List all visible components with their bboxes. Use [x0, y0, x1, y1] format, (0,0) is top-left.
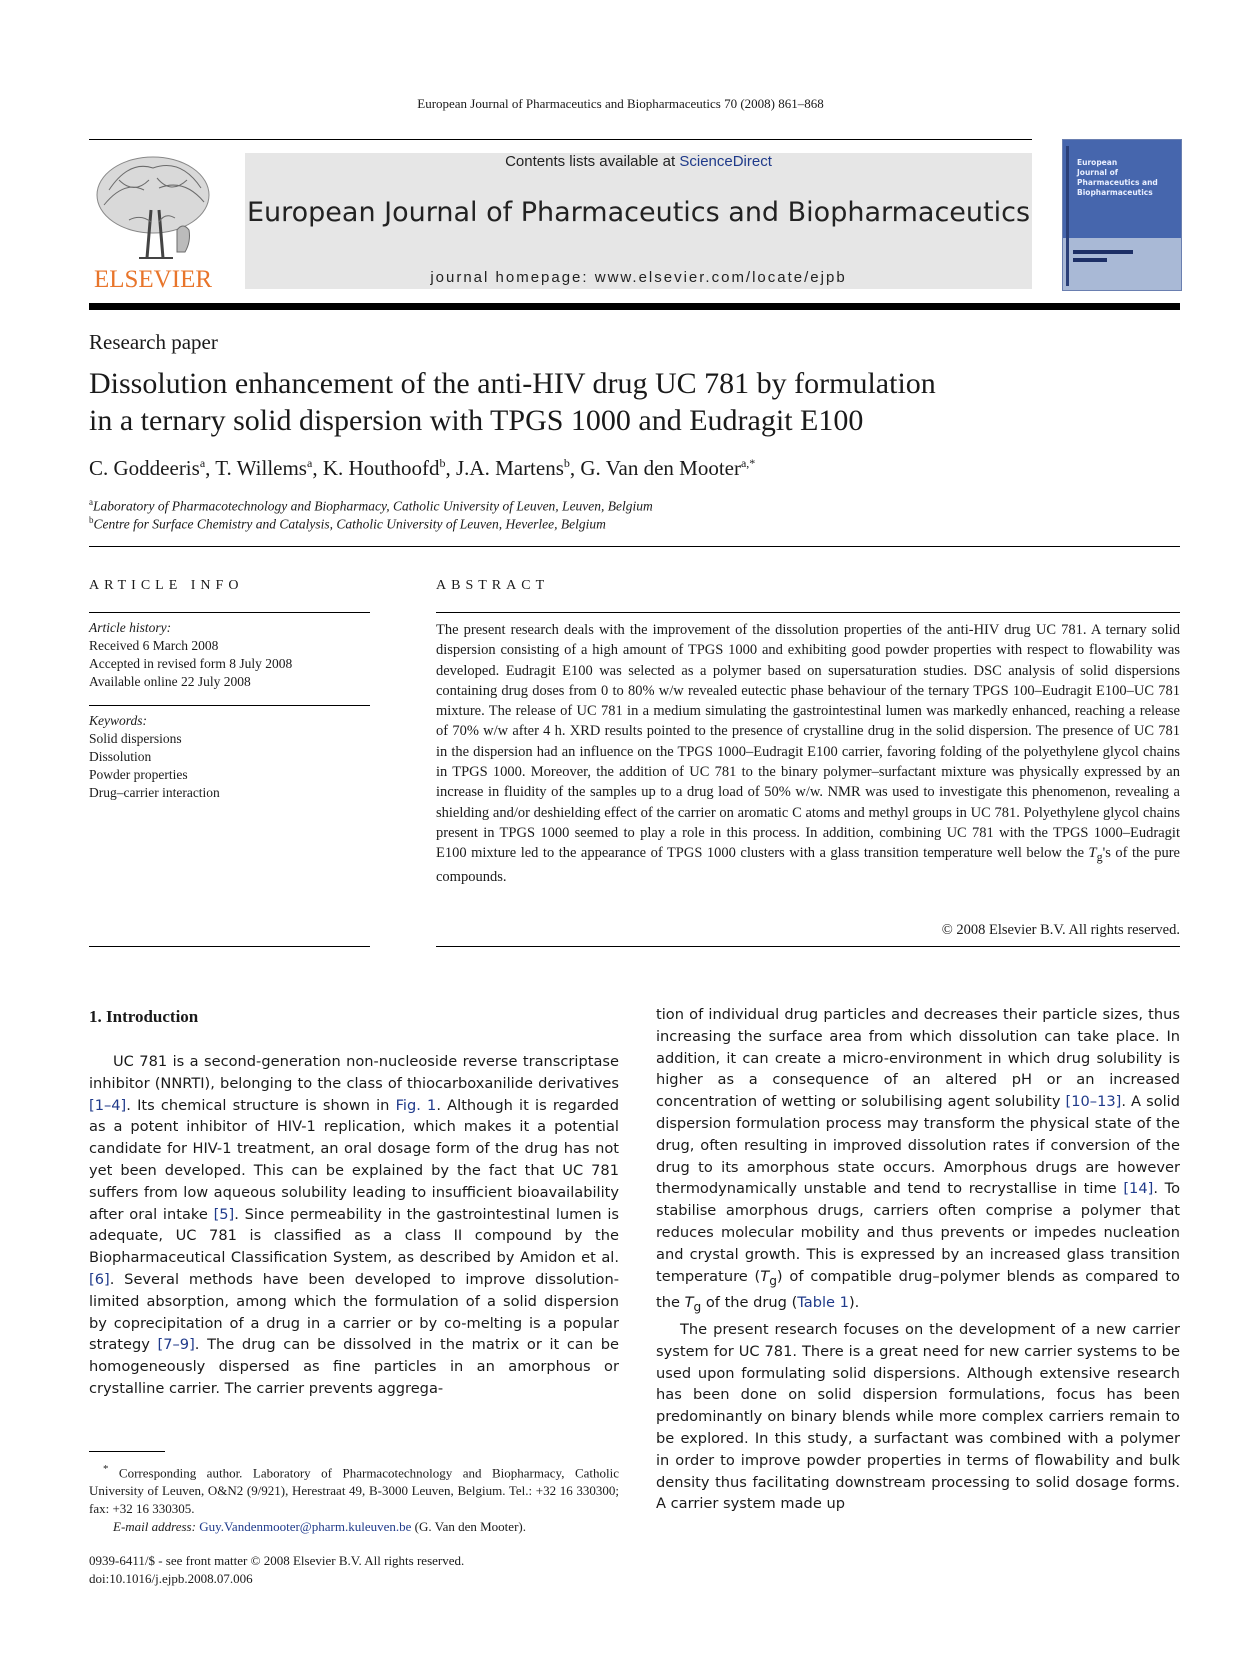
abstract-copyright: © 2008 Elsevier B.V. All rights reserved.: [941, 922, 1180, 938]
abstract-bottom-rule: [436, 946, 1180, 947]
citation-link[interactable]: [6]: [89, 1270, 110, 1288]
keyword-item: Dissolution: [89, 749, 152, 764]
journal-homepage[interactable]: journal homepage: www.elsevier.com/locate/ejpb: [430, 269, 847, 286]
body-text: of the drug (: [701, 1294, 798, 1312]
cover-line-2: Journal of: [1077, 168, 1118, 177]
affiliation-mark: b: [89, 515, 94, 525]
author-separator: ,: [312, 456, 323, 480]
footnote-mark: *: [103, 1463, 109, 1475]
body-column-right: [656, 1004, 1180, 1515]
body-text: . The drug can be dissolved in the matrix or it can be homogeneously dispersed as fine particles in an amorphous or crystalline carrier. The carrier prevents aggrega-: [89, 1336, 620, 1397]
body-text: ) of compatible drug–polymer blends as compared to the: [656, 1267, 1180, 1312]
email-owner: (G. Van den Mooter).: [411, 1519, 526, 1535]
affiliation-a: [89, 497, 653, 515]
citation-link[interactable]: [7–9]: [157, 1336, 195, 1354]
body-text: . Several methods have been developed to improve dissolution-limited absorption, among which the formulation of a solid dispersion by coprecipitation of a drug in a carrier or by co-melting is a popular strategy: [89, 1270, 619, 1354]
tg-symbol: T: [1088, 845, 1097, 862]
footnote-text: Corresponding author. Laboratory of Pharmacotechnology and Biopharmacy, Catholic University of Leuven, O&N2 (9/921), Herestraat 49, B-3000 Leuven, Belgium. Tel.: +32 16 330300; fax: +32 16 330305.: [89, 1465, 619, 1517]
email-link[interactable]: Guy.Vandenmooter@pharm.kuleuven.be: [199, 1519, 412, 1535]
contents-prefix: Contents lists available at: [505, 153, 680, 170]
abstract-rule: [436, 612, 1180, 613]
body-text: . To stabilise amorphous drugs, carriers often comprise a polymer that reduces molecular mobility and thus prevents or impedes nucleation and crystal growth. This is expressed by an increased glass transition temperature (: [656, 1180, 1180, 1285]
footnote-rule: [89, 1451, 165, 1452]
title-line-1: Dissolution enhancement of the anti-HIV drug UC 781 by formulation: [89, 367, 936, 400]
author-affil-mark: a,*: [740, 456, 756, 470]
cover-line-1: European: [1077, 158, 1118, 167]
online-date: Available online 22 July 2008: [89, 674, 251, 689]
journal-title: European Journal of Pharmaceutics and Biopharmaceutics: [246, 197, 1031, 228]
keyword-item: Powder properties: [89, 767, 188, 782]
citation-link[interactable]: [10–13]: [1065, 1093, 1122, 1111]
intro-paragraph-1: [89, 1051, 619, 1400]
running-head: European Journal of Pharmaceutics and Biopharmaceutics 70 (2008) 861–868: [417, 96, 824, 111]
body-column-left: [89, 1051, 619, 1400]
title-line-2: in a ternary solid dispersion with TPGS 1000 and Eudragit E100: [89, 404, 864, 437]
revised-date: Accepted in revised form 8 July 2008: [89, 656, 293, 671]
author-name[interactable]: T. Willems: [215, 456, 307, 480]
title-block-rule: [89, 546, 1180, 547]
abstract-body-end: 's of the pure compounds.: [436, 845, 1180, 886]
journal-cover-thumbnail: [1062, 139, 1182, 291]
tg-symbol: T: [684, 1294, 694, 1312]
section-heading: 1. Introduction: [89, 1007, 199, 1026]
received-date: Received 6 March 2008: [89, 638, 219, 653]
keywords-label: Keywords:: [89, 713, 147, 728]
affiliation-mark: a: [89, 497, 93, 507]
figure-link[interactable]: Fig. 1: [395, 1096, 437, 1114]
sciencedirect-link[interactable]: ScienceDirect: [679, 153, 772, 170]
affiliation-b: [89, 515, 606, 533]
article-info-rule: [89, 612, 370, 613]
issn-line: [89, 1552, 464, 1588]
author-affil-mark: b: [563, 456, 570, 470]
intro-paragraph-1-cont: [656, 1004, 1180, 1319]
body-text: . Its chemical structure is shown in: [126, 1096, 396, 1114]
table-link[interactable]: Table 1: [797, 1294, 849, 1312]
author-name[interactable]: C. Goddeeris: [89, 456, 200, 480]
author-separator: ,: [445, 456, 456, 480]
cover-line-4: Biopharmaceutics: [1077, 188, 1153, 197]
body-text: UC 781 is a second-generation non-nucleoside reverse transcriptase inhibitor (NNRTI), belonging to the class of thiocarboxanilide derivatives: [89, 1053, 619, 1092]
issn-text: 0939-6411/$ - see front matter © 2008 Elsevier B.V. All rights reserved.: [89, 1553, 465, 1568]
article-type: Research paper: [89, 330, 218, 354]
body-text: . A solid dispersion formulation process may transform the physical state of the drug, often resulting in improved dissolution rates if conversion of the drug to its amorphous state occurs. Amorphous drugs are however thermodynamically unstable and tend to recrystallise in time: [656, 1093, 1180, 1198]
header-top-rule: [89, 139, 1032, 140]
body-text: . Since permeability in the gastrointestinal lumen is adequate, UC 781 is classified as a class II compound by the Biopharmaceutical Classification System, as described by Amidon et al.: [89, 1205, 619, 1267]
author-affil-mark: b: [439, 456, 446, 470]
author-separator: ,: [205, 456, 216, 480]
citation-link[interactable]: [1–4]: [89, 1096, 127, 1114]
author-list: [89, 456, 755, 481]
body-text: . Although it is regarded as a potent inhibitor of HIV-1 replication, which makes it a potential candidate for HIV-1 treatment, an oral dosage form of the drug has not yet been developed. This can be explained by the fact that UC 781 suffers from low aqueous solubility leading to insufficient bioavailability after oral intake: [89, 1096, 619, 1223]
header-thick-rule: [89, 303, 1180, 310]
keywords-rule: [89, 705, 370, 706]
article-info-bottom-rule: [89, 946, 370, 947]
author-separator: ,: [569, 456, 581, 480]
author-name[interactable]: K. Houthoofd: [322, 456, 440, 480]
contents-line: [245, 153, 1032, 170]
corresponding-author-footnote: [89, 1460, 619, 1536]
author-name[interactable]: G. Van den Mooter: [580, 456, 741, 480]
intro-paragraph-2: The present research focuses on the development of a new carrier system for UC 781. There is a great need for new carrier systems to be used upon formulating solid dispersions. Although extensive research has been done on solid dispersion formulations, focus has been predominantly on binary blends while more complex carriers remain to be explored. In this study, a surfactant was combined with a polymer in order to improve powder properties in terms of flowability and bulk density thus facilitating downstream processing to solid dosage forms. A carrier system made up: [656, 1320, 1180, 1513]
doi-text[interactable]: doi:10.1016/j.ejpb.2008.07.006: [89, 1571, 253, 1586]
author-affil-mark: a: [199, 456, 206, 470]
cover-line-3: Pharmaceutics and: [1077, 178, 1158, 187]
tg-symbol: T: [760, 1267, 770, 1285]
elsevier-wordmark: ELSEVIER: [93, 266, 213, 293]
keyword-item: Drug–carrier interaction: [89, 785, 220, 800]
keyword-item: Solid dispersions: [89, 731, 182, 746]
author-name[interactable]: J.A. Martens: [455, 456, 564, 480]
tg-subscript: g: [1096, 850, 1103, 865]
abstract-body: The present research deals with the improvement of the dissolution properties of the anti-HIV drug UC 781. A ternary solid dispersion consisting of a high amount of TPGS 1000 and exhibiting good powder properties with respect to flowability was developed. Eudragit E100 was selected as a polymer based on supersaturation studies. DSC analysis of solid dispersions containing drug doses from 0 to 80% w/w revealed eutectic phase behaviour of the ternary TPGS 100–Eudragit E100–UC 781 mixture. The release of UC 781 in a medium simulating the gastrointestinal lumen was markedly enhanced, reaching a release of 70% w/w after 4 h. XRD results pointed to the presence of crystalline drug in the solid dispersion. The presence of UC 781 in the dispersion had an influence on the TPGS 1000–Eudragit E100 carrier, favoring folding of the polyethylene glycol chains in TPGS 1000. Moreover, the addition of UC 781 to the binary polymer–surfactant mixture was physically expressed by an increase in fluidity of the samples up to a drug load of 50% w/w. NMR was used to investigate this phenomenon, revealing a shielding and/or deshielding effect of the carrier on aromatic C atoms and methyl groups in UC 781. Polyethylene glycol chains present in TPGS 1000 seemed to play a role in this process. In addition, combining UC 781 with the TPGS 1000–Eudragit E100 mixture led to the appearance of TPGS 1000 clusters with a glass transition temperature well below the: [436, 622, 1180, 862]
tg-subscript: g: [769, 1273, 777, 1288]
abstract-heading: ABSTRACT: [436, 578, 550, 593]
article-info-heading: ARTICLE INFO: [89, 578, 244, 593]
abstract-text: [436, 620, 1180, 888]
email-label: E-mail address:: [113, 1519, 200, 1535]
article-title: [89, 365, 1089, 439]
body-text: ).: [848, 1294, 860, 1312]
affiliation-text: Centre for Surface Chemistry and Catalysis, Catholic University of Leuven, Heverlee, Belgium: [93, 516, 606, 532]
tg-subscript: g: [693, 1300, 702, 1315]
body-text: tion of individual drug particles and decreases their particle sizes, thus increasing the surface area from which dissolution can take place. In addition, it can create a micro-environment in which drug solubility is higher as a consequence of an altered pH or an increased concentration of wetting or solubilising agent solubility: [656, 1006, 1180, 1111]
author-affil-mark: a: [306, 456, 313, 470]
citation-link[interactable]: [14]: [1123, 1180, 1154, 1198]
history-label: Article history:: [89, 620, 172, 635]
affiliation-text: Laboratory of Pharmacotechnology and Biopharmacy, Catholic University of Leuven, Leuven, Belgium: [93, 498, 653, 514]
citation-link[interactable]: [5]: [213, 1205, 235, 1223]
